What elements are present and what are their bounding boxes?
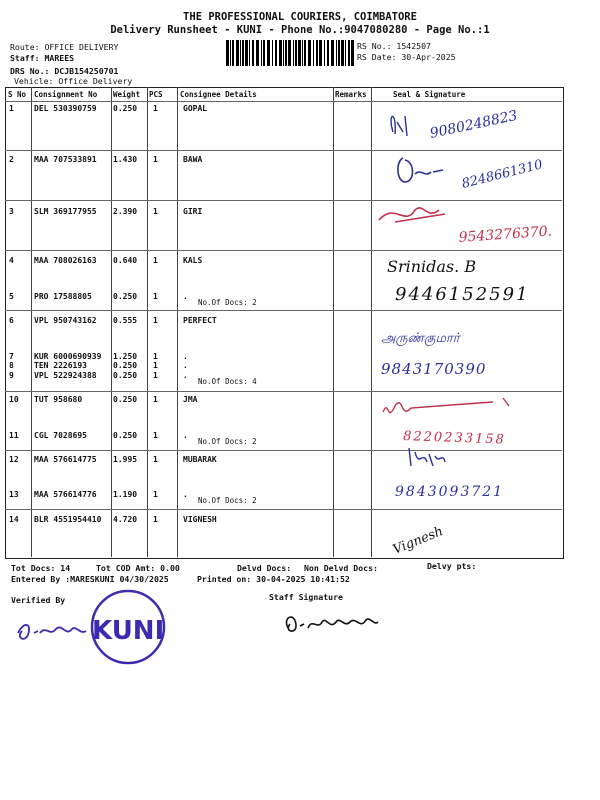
row-sno: 1 xyxy=(9,104,14,113)
row-pcs: 1 xyxy=(153,292,158,301)
barcode-bar xyxy=(304,40,306,66)
row-consignment-no: KUR 6000690939 xyxy=(34,352,102,361)
row-consignment-no: MAA 576614775 xyxy=(34,455,97,464)
row-sno: 9 xyxy=(9,371,14,380)
barcode-bar xyxy=(327,40,329,66)
verification-stamp xyxy=(10,585,170,665)
row-consignment-no: VPL 950743162 xyxy=(34,316,97,325)
handwriting-3: 9543276370. xyxy=(458,223,553,246)
row-sno: 5 xyxy=(9,292,14,301)
handwriting-4-name: Srinidas. B xyxy=(387,257,477,276)
row-consignee: MUBARAK xyxy=(183,455,217,464)
barcode-bar xyxy=(331,40,334,66)
row-weight: 1.995 xyxy=(113,455,138,464)
barcode-bar xyxy=(302,40,303,66)
row-pcs: 1 xyxy=(153,371,158,380)
col-weight: Weight xyxy=(113,90,141,99)
row-weight: 0.250 xyxy=(113,292,138,301)
row-consignment-no: TEN 2226193 xyxy=(34,361,87,370)
delivery-points: Delvy pts: xyxy=(427,561,477,571)
col-sno: S No xyxy=(8,90,27,99)
row-consignment-no: SLM 369177955 xyxy=(34,207,97,216)
verifier-signature-icon xyxy=(18,625,86,639)
col-consignment: Consignment No xyxy=(34,90,98,99)
stamp-text: KUNI xyxy=(92,616,165,646)
barcode-bar xyxy=(324,40,325,66)
row-weight: 0.250 xyxy=(113,361,138,370)
row-sno: 10 xyxy=(9,395,19,404)
barcode-bar xyxy=(319,40,322,66)
col-remarks: Remarks xyxy=(335,90,367,99)
barcode-bar xyxy=(288,40,291,66)
row-weight: 1.430 xyxy=(113,155,138,164)
barcode-bar xyxy=(293,40,294,66)
row-sno: 12 xyxy=(9,455,19,464)
verified-by-label: Verified By xyxy=(11,595,66,605)
row-sno: 3 xyxy=(9,207,14,216)
row-weight: 0.555 xyxy=(113,316,138,325)
total-docs: Tot Docs: 14 xyxy=(11,563,71,573)
row-weight: 1.190 xyxy=(113,490,138,499)
col-pcs: PCS xyxy=(149,90,163,99)
route-label: Route: OFFICE DELIVERY xyxy=(10,42,119,52)
handwriting-5-phone: 9843170390 xyxy=(381,360,487,378)
row-sno: 6 xyxy=(9,316,14,325)
delivered-docs: Delvd Docs: xyxy=(237,563,292,573)
drs-number: DRS No.: DCJB154250701 xyxy=(10,66,119,76)
row-pcs: 1 xyxy=(153,490,158,499)
col-consignee: Consignee Details xyxy=(180,90,257,99)
barcode-bar xyxy=(272,40,273,66)
barcode-bar xyxy=(298,40,301,66)
row-pcs: 1 xyxy=(153,104,158,113)
row-pcs: 1 xyxy=(153,352,158,361)
barcode-bar xyxy=(345,40,346,66)
row-consignee: . xyxy=(183,292,188,301)
barcode-bar xyxy=(226,40,229,66)
total-cod: Tot COD Amt: 0.00 xyxy=(96,563,180,573)
row-sno: 14 xyxy=(9,515,19,524)
row-consignee: PERFECT xyxy=(183,316,217,325)
barcode-bar xyxy=(341,40,344,66)
row-sno: 8 xyxy=(9,361,14,370)
vehicle-label: Vehicle: Office Delivery xyxy=(14,76,133,86)
barcode-bar xyxy=(263,40,265,66)
handwriting-7-phone: 9843093721 xyxy=(395,484,505,500)
row-docs-count: No.Of Docs: 2 xyxy=(198,437,257,446)
row-sno: 7 xyxy=(9,352,14,361)
barcode-bar xyxy=(236,40,239,66)
row-consignee: . xyxy=(183,431,188,440)
row-consignee: . xyxy=(183,352,188,361)
barcode-bar xyxy=(249,40,250,66)
rs-date: RS Date: 30-Apr-2025 xyxy=(357,52,456,62)
staff-label: Staff: MAREES xyxy=(10,53,75,63)
staff-signature-icon xyxy=(278,602,388,642)
barcode-bar xyxy=(252,40,254,66)
barcode-bar xyxy=(308,40,311,66)
printed-on: Printed on: 30-04-2025 10:41:52 xyxy=(197,574,350,584)
row-consignment-no: TUT 958680 xyxy=(34,395,83,404)
row-pcs: 1 xyxy=(153,515,158,524)
row-consignee: VIGNESH xyxy=(183,515,217,524)
barcode-bar xyxy=(275,40,277,66)
barcode-bar xyxy=(351,40,354,66)
row-consignment-no: MAA 707533891 xyxy=(34,155,97,164)
row-weight: 0.250 xyxy=(113,431,138,440)
row-consignee: . xyxy=(183,490,188,499)
barcode-bar xyxy=(267,40,270,66)
row-weight: 1.250 xyxy=(113,352,138,361)
handwriting-5-name: அருண்குமார் xyxy=(381,331,460,346)
barcode-bar xyxy=(295,40,297,66)
handwriting-4-phone: 9446152591 xyxy=(395,284,530,305)
row-consignment-no: MAA 708026163 xyxy=(34,256,97,265)
row-consignee: BAWA xyxy=(183,155,203,164)
barcode-bar xyxy=(285,40,287,66)
row-weight: 0.250 xyxy=(113,371,138,380)
row-consignee: . xyxy=(183,371,188,380)
row-weight: 0.640 xyxy=(113,256,138,265)
barcode-bar xyxy=(261,40,262,66)
barcode-bar xyxy=(279,40,282,66)
row-docs-count: No.Of Docs: 4 xyxy=(198,377,257,386)
staff-signature-label: Staff Signature xyxy=(269,592,343,602)
handwriting-8-name: Vignesh xyxy=(390,524,446,558)
row-docs-count: No.Of Docs: 2 xyxy=(198,496,257,505)
row-consignment-no: MAA 576614776 xyxy=(34,490,97,499)
row-consignee: GOPAL xyxy=(183,104,208,113)
handwriting-1: 9080248823 xyxy=(428,107,519,142)
barcode-bar xyxy=(245,40,248,66)
row-weight: 0.250 xyxy=(113,395,138,404)
handwriting-2: 8248661310 xyxy=(460,157,545,192)
row-consignment-no: CGL 7028695 xyxy=(34,431,87,440)
barcode-bar xyxy=(230,40,231,66)
row-weight: 2.390 xyxy=(113,207,138,216)
barcode-bar xyxy=(316,40,318,66)
row-consignee: JMA xyxy=(183,395,198,404)
barcode-bar xyxy=(283,40,284,66)
row-pcs: 1 xyxy=(153,316,158,325)
row-pcs: 1 xyxy=(153,155,158,164)
row-sno: 11 xyxy=(9,431,19,440)
row-sno: 2 xyxy=(9,155,14,164)
rs-number: RS No.: 1542507 xyxy=(357,41,431,51)
row-sno: 4 xyxy=(9,256,14,265)
row-consignment-no: VPL 522924388 xyxy=(34,371,97,380)
row-pcs: 1 xyxy=(153,431,158,440)
barcode-bar xyxy=(256,40,259,66)
row-weight: 0.250 xyxy=(113,104,138,113)
entered-by: Entered By :MARESKUNI 04/30/2025 xyxy=(11,574,169,584)
barcode-bar xyxy=(232,40,234,66)
non-delivered-docs: Non Delvd Docs: xyxy=(304,563,378,573)
barcode-bar xyxy=(336,40,337,66)
row-pcs: 1 xyxy=(153,207,158,216)
handwriting-6-phone: 8220233158 xyxy=(402,429,507,448)
runsheet-title: Delivery Runsheet - KUNI - Phone No.:9047080280 - Page No.:1 xyxy=(110,24,490,36)
barcode-bar xyxy=(313,40,314,66)
row-consignee: GIRI xyxy=(183,207,203,216)
barcode xyxy=(226,40,354,66)
row-docs-count: No.Of Docs: 2 xyxy=(198,298,257,307)
row-sno: 13 xyxy=(9,490,19,499)
row-weight: 4.720 xyxy=(113,515,138,524)
row-consignment-no: BLR 4551954410 xyxy=(34,515,102,524)
row-consignee: . xyxy=(183,361,188,370)
barcode-bar xyxy=(242,40,244,66)
row-consignment-no: DEL 530390759 xyxy=(34,104,97,113)
row-pcs: 1 xyxy=(153,455,158,464)
row-consignee: KALS xyxy=(183,256,203,265)
barcode-bar xyxy=(240,40,241,66)
company-title: THE PROFESSIONAL COURIERS, COIMBATORE xyxy=(183,11,417,23)
barcode-bar xyxy=(338,40,340,66)
row-consignment-no: PRO 17588805 xyxy=(34,292,92,301)
barcode-bar xyxy=(348,40,350,66)
col-seal-signature: Seal & Signature xyxy=(393,90,466,99)
row-pcs: 1 xyxy=(153,361,158,370)
row-pcs: 1 xyxy=(153,395,158,404)
row-pcs: 1 xyxy=(153,256,158,265)
signature-column xyxy=(375,102,565,562)
